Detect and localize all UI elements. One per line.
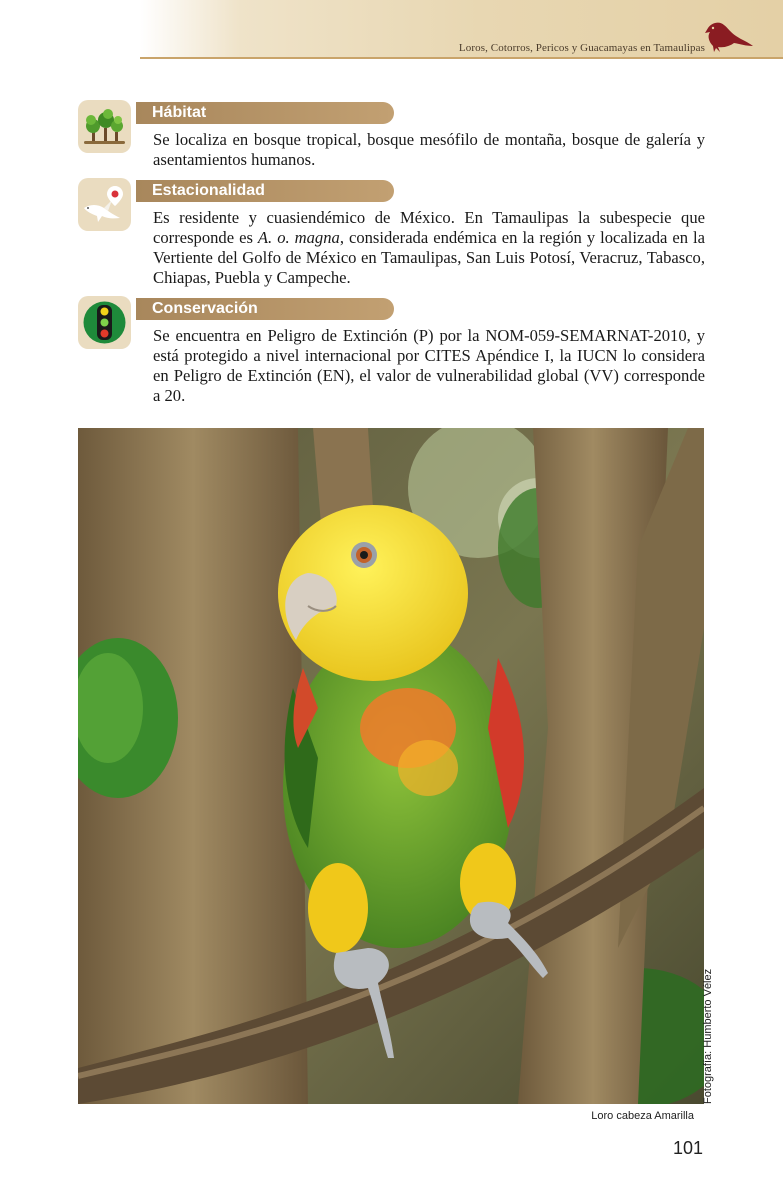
section-text: Se encuentra en Peligro de Extinción (P) por la NOM-059-SEMARNAT-2010, y está protegido a nivel internacional por CITES Apéndice I, la IUCN lo considera en Peligro de Extinción (EN), el valor de vulnerabilidad global (VV) corresponde a 20. [153, 326, 705, 405]
parrot-silhouette-icon [702, 18, 754, 54]
section-title: Conservación [152, 300, 258, 317]
section-estacionalidad [78, 178, 708, 293]
subspecies-name: A. o. magna [257, 228, 340, 247]
photo-credit: Fotografía: Humberto Vélez [702, 968, 714, 1104]
running-title: Loros, Cotorros, Pericos y Guacamayas en Tamaulipas [458, 42, 705, 54]
parrot-photo [78, 428, 704, 1104]
trees-icon [78, 100, 131, 153]
page-number: 101 [672, 1138, 703, 1158]
section-title: Estacionalidad [152, 182, 265, 199]
bird-location-icon [78, 178, 131, 231]
section-conservacion [78, 296, 708, 416]
traffic-light-icon [78, 296, 131, 349]
section-habitat [78, 100, 708, 180]
section-text [153, 208, 705, 288]
section-text: Se localiza en bosque tropical, bosque mesófilo de montaña, bosque de galería y asentamientos humanos. [153, 130, 705, 169]
photo-caption: Loro cabeza Amarilla [591, 1110, 694, 1122]
header-rule [140, 57, 783, 59]
text-before: Es residente y cuasiendémico de México. En Tamaulipas la subespecie que corresponde es [153, 208, 705, 247]
section-title: Hábitat [152, 104, 207, 121]
parrot-illustration [78, 428, 704, 1104]
text-after: , considerada endémica en la región y localizada en la Vertiente del Golfo de México en Tamaulipas, San Luis Potosí, Veracruz, Tabasco, Chiapas, Puebla y Campeche. [153, 228, 705, 287]
